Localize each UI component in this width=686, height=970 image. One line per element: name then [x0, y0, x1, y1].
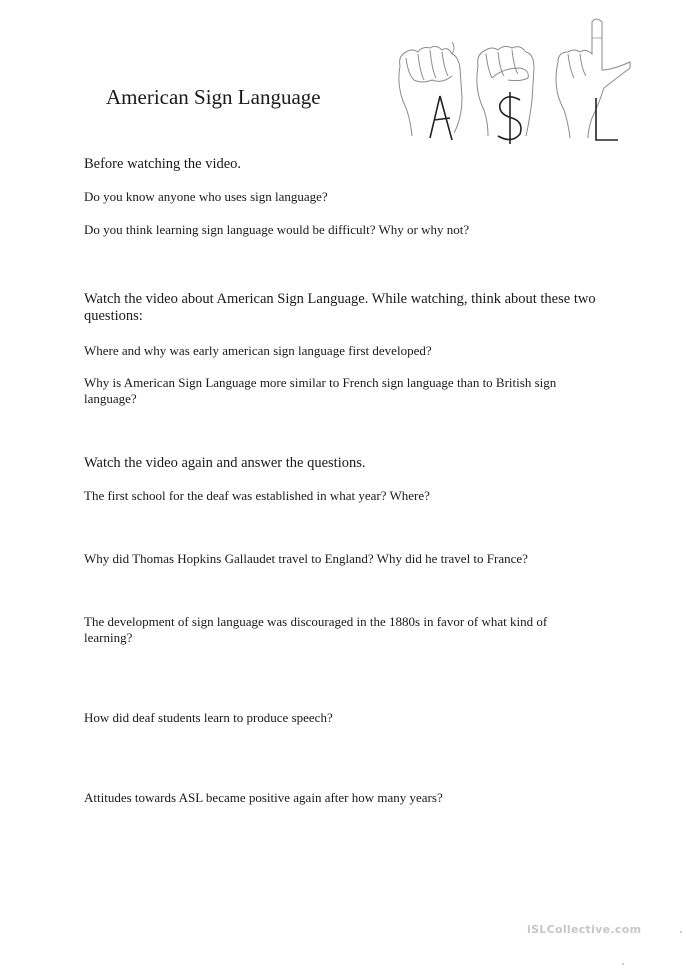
dot-decoration	[622, 963, 624, 965]
question-text: Why did Thomas Hopkins Gallaudet travel to England? Why did he travel to France?	[84, 551, 528, 566]
section-heading-before: Before watching the video.	[84, 156, 242, 172]
question-text: Where and why was early american sign language first developed?	[84, 343, 432, 358]
question-text: Do you think learning sign language would be difficult? Why or why not?	[84, 222, 470, 237]
hand-s-icon	[477, 46, 534, 136]
question-text: Attitudes towards ASL became positive again after how many years?	[84, 790, 443, 805]
hand-l-icon	[556, 19, 630, 138]
question-text: Why is American Sign Language more similar to French sign language than to British sign language?	[84, 375, 557, 406]
question-text: The first school for the deaf was established in what year? Where?	[84, 488, 430, 503]
letter-l-icon	[596, 98, 618, 140]
watermark-text: iSLCollective.com	[527, 923, 642, 936]
letter-s-icon	[498, 92, 521, 144]
hand-a-icon	[399, 42, 462, 136]
question-text: Do you know anyone who uses sign language?	[84, 189, 328, 204]
letter-a-icon	[430, 96, 452, 140]
dot-decoration	[680, 931, 682, 933]
section-heading-again: Watch the video again and answer the questions.	[84, 455, 366, 471]
asl-hand-signs-icon	[392, 18, 632, 153]
section-heading-watch: Watch the video about American Sign Language. While watching, think about these two questions:	[84, 291, 596, 324]
question-text: How did deaf students learn to produce speech?	[84, 710, 333, 725]
question-text: The development of sign language was discouraged in the 1880s in favor of what kind of learning?	[84, 614, 548, 645]
page-title: American Sign Language	[106, 85, 321, 109]
